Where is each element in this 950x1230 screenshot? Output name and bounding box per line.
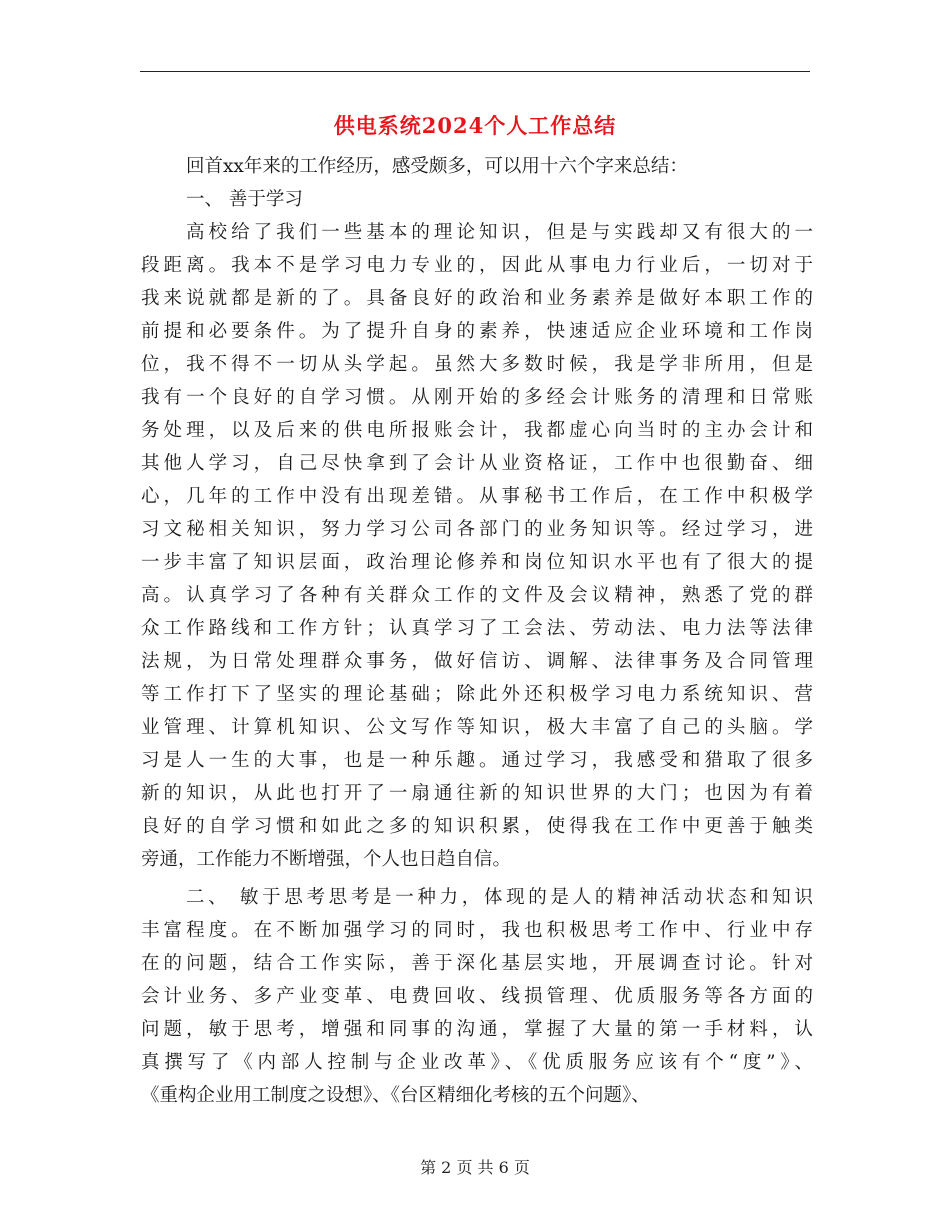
section-heading-1: 一、 善于学习 [186,189,303,210]
text-line: 其他人学习，自己尽快拿到了会计从业资格证，工作中也很勤奋、细 [141,453,813,474]
text-line: 旁通，工作能力不断增强，个人也日趋自信。 [141,849,512,870]
text-line: 回首xx年来的工作经历，感受颇多，可以用十六个字来总结： [186,156,688,177]
text-line: 前提和必要条件。为了提升自身的素养，快速适应企业环境和工作岗 [141,321,813,342]
text-line: 我来说就都是新的了。具备良好的政治和业务素养是做好本职工作的 [141,288,813,309]
text-line: 在的问题，结合工作实际，善于深化基层实地，开展调查讨论。针对 [141,953,813,974]
text-line: 务处理，以及后来的供电所报账会计，我都虚心向当时的主办会计和 [141,420,813,441]
text-line: 问题，敏于思考，增强和同事的沟通，掌握了大量的第一手材料，认 [141,1019,813,1040]
text-line: 新的知识，从此也打开了一扇通往新的知识世界的大门；也因为有着 [141,783,813,804]
document-body [141,150,813,1112]
section-heading-2: 二、 敏于思考思考是一种力，体现的是人的精神活动状态和知识 [186,887,813,908]
text-line: 高校给了我们一些基本的理论知识，但是与实践却又有很大的一 [186,222,813,243]
text-line: 良好的自学习惯和如此之多的知识积累，使得我在工作中更善于触类 [141,816,813,837]
text-line: 段距离。我本不是学习电力专业的，因此从事电力行业后，一切对于 [141,255,813,276]
header-rule [140,71,810,72]
text-line: 等工作打下了坚实的理论基础；除此外还积极学习电力系统知识、营 [141,684,813,705]
page-number: 第 2 页 共 6 页 [420,1158,530,1177]
text-line: 位，我不得不一切从头学起。虽然大多数时候，我是学非所用，但是 [141,354,813,375]
text-line: 丰富程度。在不断加强学习的同时，我也积极思考工作中、行业中存 [141,920,813,941]
text-line: 我有一个良好的自学习惯。从刚开始的多经会计账务的清理和日常账 [141,387,813,408]
text-line: 真撰写了《内部人控制与企业改革》、《优质服务应该有个“度”》、 [141,1052,813,1073]
text-line: 一步丰富了知识层面，政治理论修养和岗位知识水平也有了很大的提 [141,552,813,573]
text-line: 会计业务、多产业变革、电费回收、线损管理、优质服务等各方面的 [141,986,813,1007]
text-line: 高。认真学习了各种有关群众工作的文件及会议精神，熟悉了党的群 [141,585,813,606]
document-title: 供电系统2024个人工作总结 [333,113,617,138]
text-line: 习是人一生的大事，也是一种乐趣。通过学习，我感受和猎取了很多 [141,750,813,771]
text-line: 习文秘相关知识，努力学习公司各部门的业务知识等。经过学习，进 [141,519,813,540]
text-line: 业管理、计算机知识、公文写作等知识，极大丰富了自己的头脑。学 [141,717,813,738]
text-line: 众工作路线和工作方针；认真学习了工会法、劳动法、电力法等法律 [141,618,813,639]
text-line: 《重构企业用工制度之设想》、《台区精细化考核的五个问题》、 [141,1085,650,1106]
text-line: 法规，为日常处理群众事务，做好信访、调解、法律事务及合同管理 [141,651,813,672]
text-line: 心，几年的工作中没有出现差错。从事秘书工作后，在工作中积极学 [141,486,813,507]
